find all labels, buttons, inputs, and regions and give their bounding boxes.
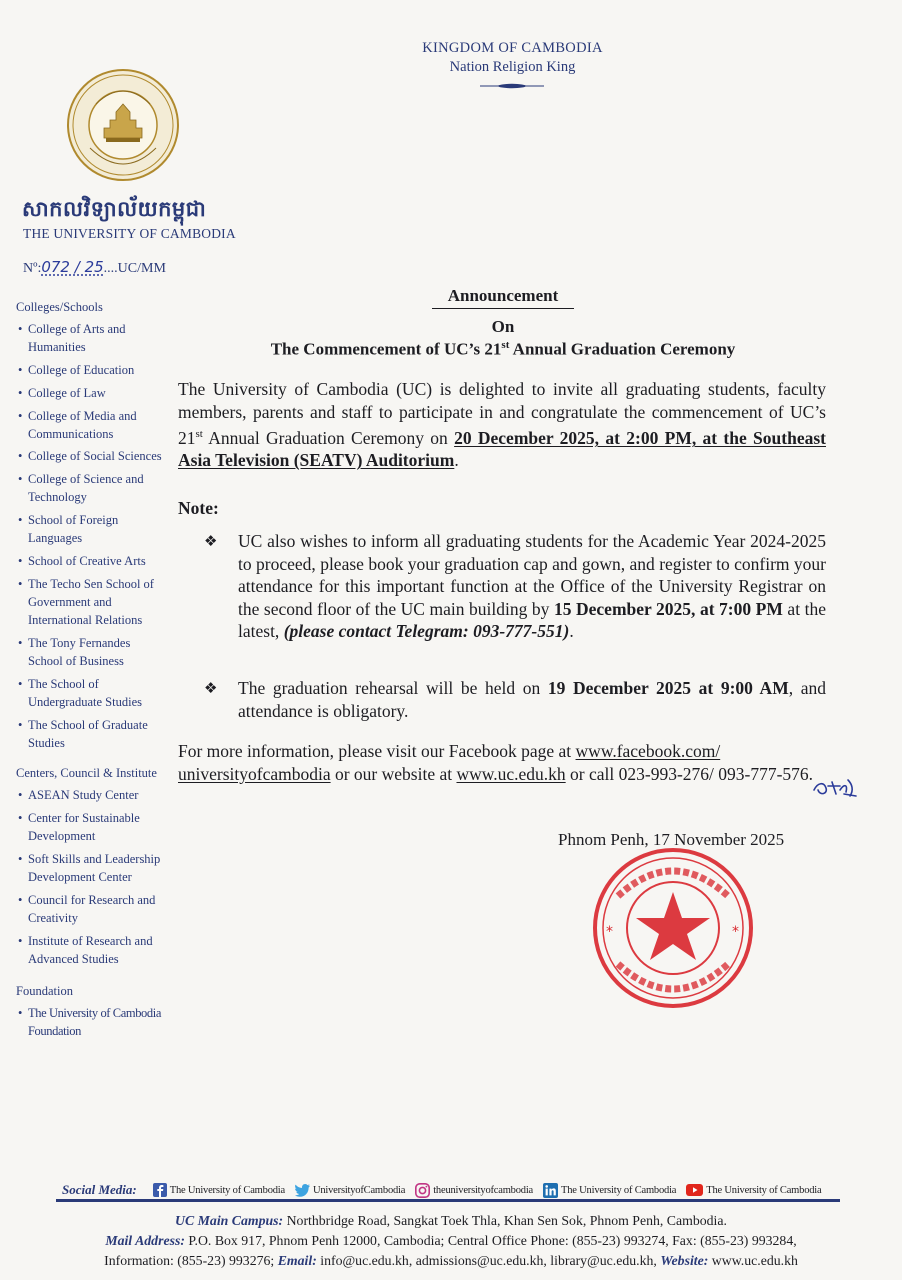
campus-address: UC Main Campus: Northbridge Road, Sangkat Toek Thla, Khan Sen Sok, Phnom Penh, Cambodia. [175, 1213, 727, 1228]
note-label: Note: [178, 498, 219, 518]
diamond-bullet-icon: ❖ [204, 532, 218, 550]
announcement-on: On [491, 317, 515, 336]
social-twitter[interactable]: UniversityofCambodia [295, 1184, 405, 1197]
sidebar-college: • College of Social Sciences [16, 447, 166, 465]
sidebar-college: • The School of Undergraduate Studies [16, 675, 166, 711]
note-item-rehearsal: ❖ The graduation rehearsal will be held on 19 December 2025 at 9:00 AM, and attendance is obligatory. [204, 678, 826, 721]
sidebar-center: • Council for Research and Creativity [16, 891, 166, 927]
social-linkedin[interactable]: The University of Cambodia [543, 1183, 676, 1198]
ceremony-date-venue: 20 December 2025, at 2:00 PM, at the Southeast Asia Television (SEATV) Auditorium [178, 427, 826, 471]
university-seal-logo [66, 68, 180, 182]
centers-heading: Centers, Council & Institute [16, 765, 157, 780]
sidebar-college: • College of Education [16, 361, 166, 379]
social-youtube[interactable]: The University of Cambodia [686, 1184, 821, 1196]
social-instagram[interactable]: theuniversityofcambodia [415, 1183, 533, 1198]
reference-number [23, 258, 166, 277]
university-english-name: THE UNIVERSITY OF CAMBODIA [23, 226, 236, 241]
note-item-registration: ❖ UC also wishes to inform all graduating students for the Academic Year 2024-2025 to proceed, please book your graduation cap and gown, and register to confirm your attendance for this important function at the Office of the University Registrar on the second floor of the UC main building by 15 December 2025, at 7:00 PM at the latest, (please contact Telegram: 093-777-551). [204, 531, 826, 641]
sidebar-college: • The Tony Fernandes School of Business [16, 634, 166, 670]
ref-prefix: Nº: [23, 261, 42, 276]
sidebar-college: • School of Creative Arts [16, 552, 166, 570]
kingdom-header: KINGDOM OF CAMBODIA [422, 40, 603, 56]
diamond-bullet-icon: ❖ [204, 679, 218, 697]
sidebar-college: • School of Foreign Languages [16, 511, 166, 547]
svg-text:*: * [606, 924, 613, 940]
website-link[interactable]: www.uc.edu.kh [456, 763, 566, 784]
sidebar-center: • ASEAN Study Center [16, 786, 166, 804]
sidebar-center: • Institute of Research and Advanced Studies [16, 932, 166, 968]
contact-info-paragraph: For more information, please visit our Facebook page at www.facebook.com/ universityofcambodia or our website at www.uc.edu.kh or call 023-993-276/ 093-777-576. [178, 741, 814, 784]
social-media-bar [62, 1180, 838, 1200]
ref-suffix: ....UC/MM [103, 261, 166, 276]
foundation-heading: Foundation [16, 984, 73, 998]
initials-signature [810, 772, 860, 800]
social-facebook[interactable]: The University of Cambodia [153, 1183, 285, 1197]
svg-text:*: * [732, 924, 739, 940]
linkedin-icon [543, 1183, 558, 1198]
footer-divider [56, 1199, 840, 1202]
announcement-subject: The Commencement of UC’s 21st Annual Graduation Ceremony [270, 339, 736, 359]
header-ornament [480, 82, 544, 90]
instagram-icon [415, 1183, 430, 1198]
colleges-heading: Colleges/Schools [16, 300, 103, 314]
contact-line: Information: (855-23) 993276; Email: info@uc.edu.kh, admissions@uc.edu.kh, library@uc.edu.kh, Website: www.uc.edu.kh [104, 1253, 798, 1268]
mail-address: Mail Address: P.O. Box 917, Phnom Penh 12000, Cambodia; Central Office Phone: (855-23) 993274, Fax: (855-23) 993284, [105, 1233, 797, 1248]
invitation-paragraph: The University of Cambodia (UC) is delighted to invite all graduating students, faculty members, parents and staff to participate in and congratulate the commencement of UC’s 21st Annual Graduation Ceremony on 20 December 2025, at 2:00 PM, at the Southeast Asia Television (SEATV) Auditorium. [178, 379, 826, 471]
sidebar-college: • College of Law [16, 384, 166, 402]
twitter-icon [295, 1184, 310, 1197]
sidebar-college: • College of Arts and Humanities [16, 320, 166, 356]
sidebar-center: • Soft Skills and Leadership Development Center [16, 850, 166, 886]
sidebar-college: • The School of Graduate Studies [16, 716, 166, 752]
announcement-title: Announcement [432, 286, 574, 309]
official-stamp [588, 846, 758, 1011]
sidebar-college: • College of Media and Communications [16, 407, 166, 443]
sidebar-college: • The Techo Sen School of Government and International Relations [16, 575, 166, 630]
sidebar-directory [16, 298, 166, 1045]
national-motto: Nation Religion King [449, 59, 576, 75]
facebook-icon [153, 1183, 167, 1197]
sidebar-college: • College of Science and Technology [16, 470, 166, 506]
university-khmer-name: សាកលវិទ្យាល័យកម្ពុជា [22, 197, 207, 221]
sidebar-foundation: • The University of Cambodia Foundation [16, 1004, 166, 1040]
youtube-icon [686, 1184, 703, 1196]
issue-date: Phnom Penh, 17 November 2025 [558, 830, 785, 849]
social-media-label: Social Media: [62, 1182, 137, 1197]
sidebar-center: • Center for Sustainable Development [16, 809, 166, 845]
facebook-link[interactable]: www.facebook.com/ universityofcambodia [178, 741, 721, 784]
ref-number-handwritten: 072 / 25 [41, 258, 104, 276]
